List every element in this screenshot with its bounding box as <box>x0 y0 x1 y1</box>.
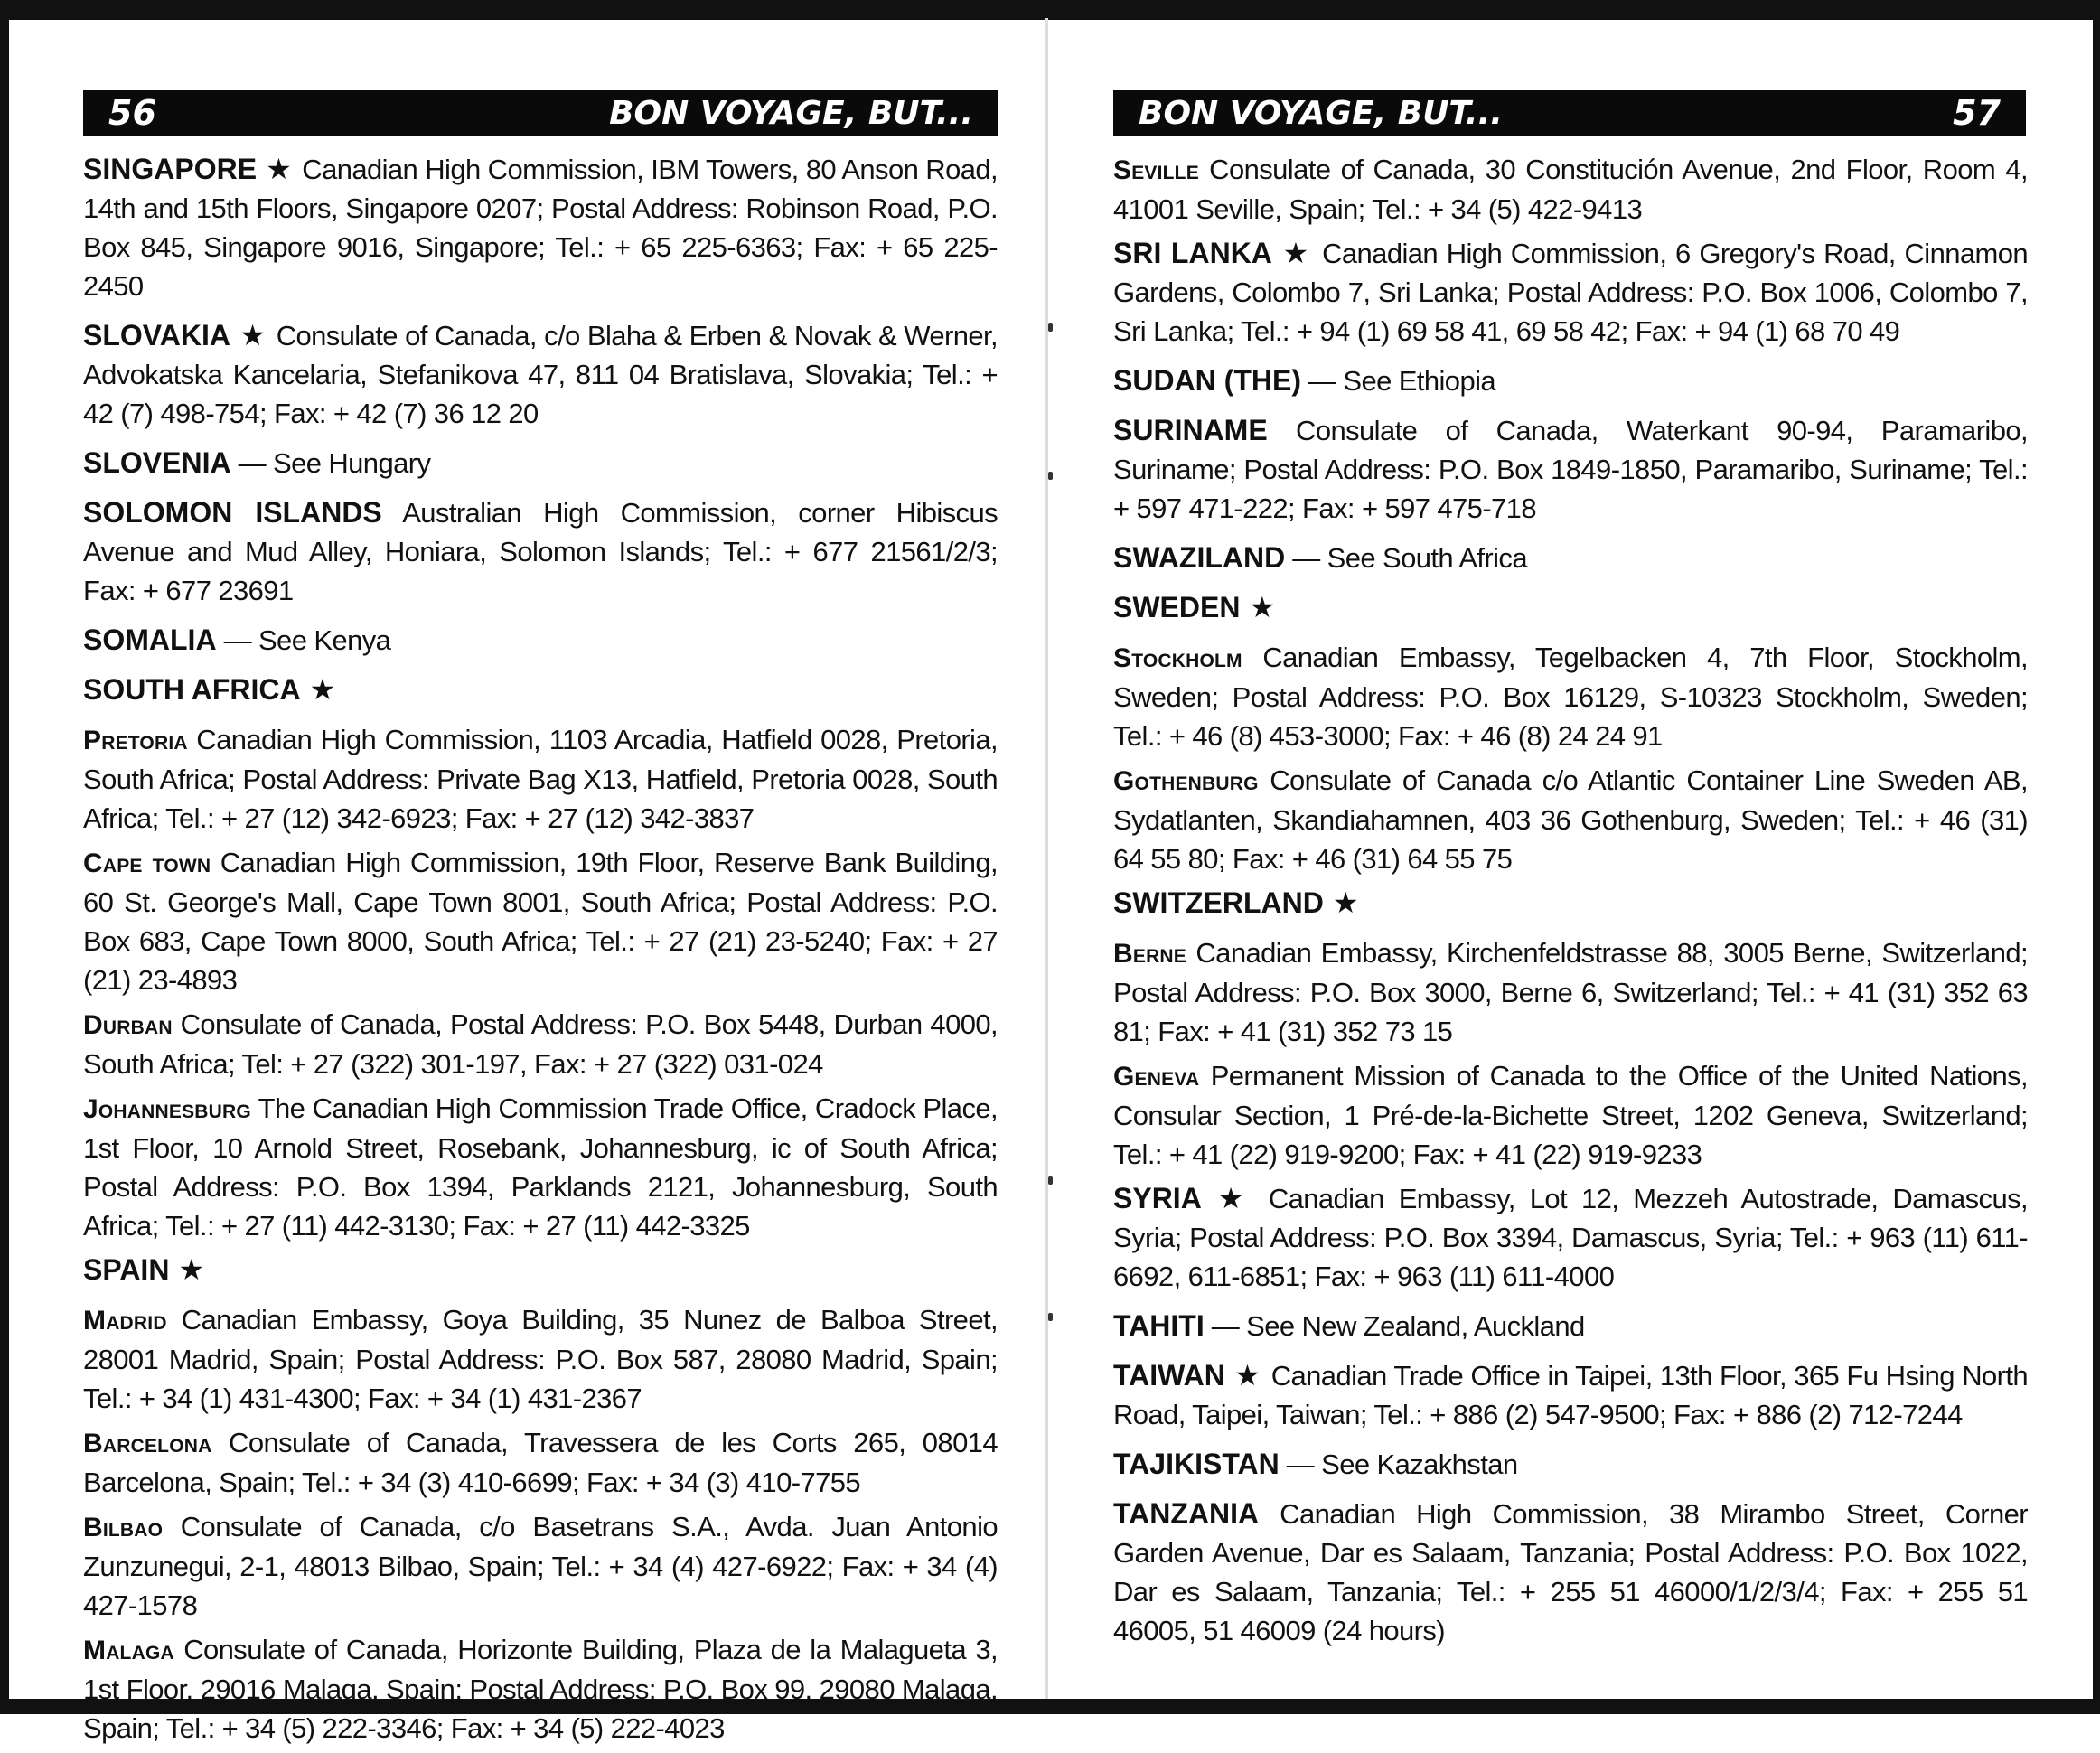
city-entry <box>83 1423 998 1502</box>
star-icon: ★ <box>309 673 335 706</box>
entry-details: Consulate of Canada, 30 Constitución Avenue, 2nd Floor, Room 4, 41001 Seville, Spain; Tel.: + 34 (5) 422-9413 <box>1113 154 2028 225</box>
country-name: SLOVENIA <box>83 446 231 479</box>
country-entry <box>1113 1495 2028 1650</box>
city-name: Gothenburg <box>1113 766 1259 796</box>
entry-details: Canadian High Commission, 38 Mirambo Street, Corner Garden Avenue, Dar es Salaam, Tanzania; Postal Address: P.O. Box 1022, Dar es Salaam, Tanzania; Tel.: + 255 51 46000/1/2/3/4; Fax: + 255 51 46005, 51 46009 (24 hours) <box>1113 1498 2028 1646</box>
entry-details: — See Kenya <box>223 624 391 656</box>
city-name: Johannesburg <box>83 1094 251 1124</box>
entry-details: — See New Zealand, Auckland <box>1211 1310 1585 1342</box>
country-entry <box>83 670 998 709</box>
entry-details: Canadian Embassy, Kirchenfeldstrasse 88, 3005 Berne, Switzerland; Postal Address: P.O. Box 3000, Berne 6, Switzerland; Tel.: + 41 (31) 352 63 81; Fax: + 41 (31) 352 73 15 <box>1113 937 2028 1047</box>
country-name: SYRIA <box>1113 1182 1202 1214</box>
country-name: TANZANIA <box>1113 1497 1260 1530</box>
country-entry <box>1113 361 2028 400</box>
city-entry <box>1113 933 2028 1051</box>
entry-details: Consulate of Canada c/o Atlantic Container Line Sweden AB, Sydatlanten, Skandiahamnen, 403 36 Gothenburg, Sweden; Tel.: + 46 (31) 64 55 80; Fax: + 46 (31) 64 55 75 <box>1113 764 2029 875</box>
city-entry <box>83 1005 998 1083</box>
country-name: SOMALIA <box>83 623 217 656</box>
entry-details: — See Hungary <box>238 447 431 479</box>
city-name: Barcelona <box>83 1429 212 1458</box>
city-entry <box>83 720 998 838</box>
page-number: 57 <box>1953 93 2001 133</box>
star-icon: ★ <box>178 1253 204 1286</box>
country-name: SWITZERLAND <box>1113 886 1324 919</box>
country-name: TAJIKISTAN <box>1113 1448 1280 1480</box>
right-page <box>1048 0 2100 1714</box>
entry-details: Canadian High Commission, 1103 Arcadia, Hatfield 0028, Pretoria, South Africa; Postal Address: Private Bag X13, Hatfield, Pretoria 0028, South Africa; Tel.: + 27 (12) 342-6923; Fax: + 27 (12) 342-3837 <box>83 724 998 834</box>
left-page-body <box>83 150 998 1753</box>
entry-details: Canadian Embassy, Tegelbacken 4, 7th Floor, Stockholm, Sweden; Postal Address: P.O. Box 16129, S-10323 Stockholm, Sweden; Tel.: + 46 (8) 453-3000; Fax: + 46 (8) 24 24 91 <box>1113 642 2028 752</box>
star-icon: ★ <box>1217 1182 1251 1214</box>
entry-details: Consulate of Canada, Postal Address: P.O. Box 5448, Durban 4000, South Africa; Tel: + 27 (322) 301-197, Fax: + 27 (322) 031-024 <box>83 1008 998 1080</box>
country-name: SWAZILAND <box>1113 541 1286 574</box>
country-name: SOUTH AFRICA <box>83 673 301 706</box>
city-name: Stockholm <box>1113 643 1242 673</box>
country-entry <box>1113 411 2028 528</box>
entry-details: Consulate of Canada, c/o Basetrans S.A., Avda. Juan Antonio Zunzunegui, 2-1, 48013 Bilbao, Spain; Tel.: + 34 (4) 427-6922; Fax: + 34 (4) 427-1578 <box>83 1511 998 1621</box>
left-page-header <box>83 90 998 136</box>
country-name: SLOVAKIA <box>83 319 230 352</box>
country-name: SPAIN <box>83 1253 170 1286</box>
star-icon: ★ <box>1282 237 1310 269</box>
country-name: TAHITI <box>1113 1309 1205 1342</box>
city-name: Seville <box>1113 155 1199 185</box>
country-name: SUDAN (THE) <box>1113 364 1301 397</box>
city-name: Madrid <box>83 1306 167 1336</box>
country-entry <box>1113 234 2028 351</box>
city-name: Bilbao <box>83 1513 164 1542</box>
city-entry <box>83 843 998 999</box>
entry-details: The Canadian High Commission Trade Office, Cradock Place, 1st Floor, 10 Arnold Street, Rosebank, Johannesburg, ic of South Africa; Postal Address: P.O. Box 1394, Parklands 2121, Johannesburg, South Africa; Tel.: + 27 (11) 442-3130; Fax: + 27 (11) 442-3325 <box>83 1092 998 1242</box>
running-head: BON VOYAGE, BUT... <box>609 94 973 132</box>
entry-details: Consulate of Canada, Travessera de les Corts 265, 08014 Barcelona, Spain; Tel.: + 34 (3) 410-6699; Fax: + 34 (3) 410-7755 <box>83 1427 998 1498</box>
star-icon: ★ <box>1234 1359 1261 1392</box>
entry-details: Canadian Embassy, Goya Building, 35 Nunez de Balboa Street, 28001 Madrid, Spain; Postal Address: P.O. Box 587, 28080 Madrid, Spain; Tel.: + 34 (1) 431-4300; Fax: + 34 (1) 431-2367 <box>83 1304 998 1414</box>
entry-details: Canadian Embassy, Lot 12, Mezzeh Autostrade, Damascus, Syria; Postal Address: P.O. Box 3394, Damascus, Syria; Tel.: + 963 (11) 611-6692, 611-6851; Fax: + 963 (11) 611-4000 <box>1113 1183 2029 1292</box>
entry-details: Consulate of Canada, Horizonte Building, Plaza de la Malagueta 3, 1st Floor, 29016 Malaga, Spain; Postal Address: P.O. Box 99, 29080 Malaga, Spain; Tel.: + 34 (5) 222-3346; Fax: + 34 (5) 222-4023 <box>83 1634 998 1744</box>
country-entry <box>83 316 998 433</box>
city-name: Berne <box>1113 939 1187 969</box>
country-entry <box>1113 884 2028 923</box>
entry-details: Australian High Commission, corner Hibiscus Avenue and Mud Alley, Honiara, Solomon Islands; Tel.: + 677 21561/2/3; Fax: + 677 23691 <box>83 497 998 606</box>
country-name: SURINAME <box>1113 414 1268 446</box>
running-head: BON VOYAGE, BUT... <box>1139 94 1503 132</box>
country-entry <box>83 493 998 610</box>
entry-details: Canadian High Commission, 6 Gregory's Road, Cinnamon Gardens, Colombo 7, Sri Lanka; Postal Address: P.O. Box 1006, Colombo 7, Sri Lanka; Tel.: + 94 (1) 69 58 41, 69 58 42; Fax: + 94 (1) 68 70 49 <box>1113 238 2029 347</box>
city-entry <box>83 1507 998 1625</box>
entry-details: Canadian High Commission, IBM Towers, 80 Anson Road, 14th and 15th Floors, Singapore 0207; Postal Address: Robinson Road, P.O. Box 845, Singapore 9016, Singapore; Tel.: + 65 225-6363; Fax: + 65 225-2450 <box>83 154 998 302</box>
star-icon: ★ <box>266 153 292 185</box>
city-entry <box>83 1300 998 1418</box>
city-entry <box>83 1630 998 1748</box>
country-entry <box>83 150 998 305</box>
entry-details: Consulate of Canada, c/o Blaha & Erben & Novak & Werner, Advokatska Kancelaria, Stefanikova 47, 811 04 Bratislava, Slovakia; Tel.: + 42 (7) 498-754; Fax: + 42 (7) 36 12 20 <box>83 320 998 429</box>
city-entry <box>1113 1056 2028 1174</box>
country-name: SWEDEN <box>1113 591 1241 623</box>
star-icon: ★ <box>1249 591 1275 623</box>
city-entry <box>1113 638 2028 755</box>
country-entry <box>1113 1307 2028 1345</box>
left-page <box>0 0 1048 1744</box>
right-page-body <box>1113 150 2028 1661</box>
entry-details: — See Ethiopia <box>1308 365 1496 397</box>
star-icon: ★ <box>1332 886 1358 919</box>
city-entry <box>83 1089 998 1245</box>
country-entry <box>83 1251 998 1289</box>
star-icon: ★ <box>239 319 266 352</box>
country-entry <box>1113 1356 2028 1434</box>
city-name: Malaga <box>83 1636 174 1665</box>
entry-details: Canadian High Commission, 19th Floor, Reserve Bank Building, 60 St. George's Mall, Cape Town 8001, South Africa; Postal Address: P.O. Box 683, Cape Town 8000, South Africa; Tel.: + 27 (21) 23-5240; Fax: + 27 (21) 23-4893 <box>83 847 998 996</box>
country-entry <box>1113 1179 2028 1296</box>
right-page-header <box>1113 90 2026 136</box>
country-name: SRI LANKA <box>1113 237 1272 269</box>
city-entry <box>1113 761 2028 878</box>
city-name: Geneva <box>1113 1062 1200 1092</box>
city-name: Durban <box>83 1010 173 1040</box>
country-entry <box>1113 539 2028 577</box>
city-name: Pretoria <box>83 726 188 755</box>
country-name: SINGAPORE <box>83 153 258 185</box>
city-name: Cape town <box>83 848 211 878</box>
country-name: TAIWAN <box>1113 1359 1225 1392</box>
country-entry <box>83 621 998 660</box>
country-name: SOLOMON ISLANDS <box>83 496 382 529</box>
country-entry <box>1113 1445 2028 1484</box>
country-entry <box>1113 588 2028 627</box>
entry-details: — See Kazakhstan <box>1286 1448 1518 1480</box>
entry-details: — See South Africa <box>1292 542 1527 574</box>
entry-details: Canadian Trade Office in Taipei, 13th Floor, 365 Fu Hsing North Road, Taipei, Taiwan; Tel.: + 886 (2) 547-9500; Fax: + 886 (2) 712-7244 <box>1113 1360 2029 1430</box>
entry-details: Consulate of Canada, Waterkant 90-94, Paramaribo, Suriname; Postal Address: P.O. Box 1849-1850, Paramaribo, Suriname; Tel.: + 597 471-222; Fax: + 597 475-718 <box>1113 415 2028 524</box>
country-entry <box>83 444 998 483</box>
entry-details: Permanent Mission of Canada to the Office of the United Nations, Consular Section, 1 Pré-de-la-Bichette Street, 1202 Geneva, Switzerland; Tel.: + 41 (22) 919-9200; Fax: + 41 (22) 919-9233 <box>1113 1060 2028 1170</box>
page-number: 56 <box>108 93 156 133</box>
city-entry <box>1113 150 2028 229</box>
